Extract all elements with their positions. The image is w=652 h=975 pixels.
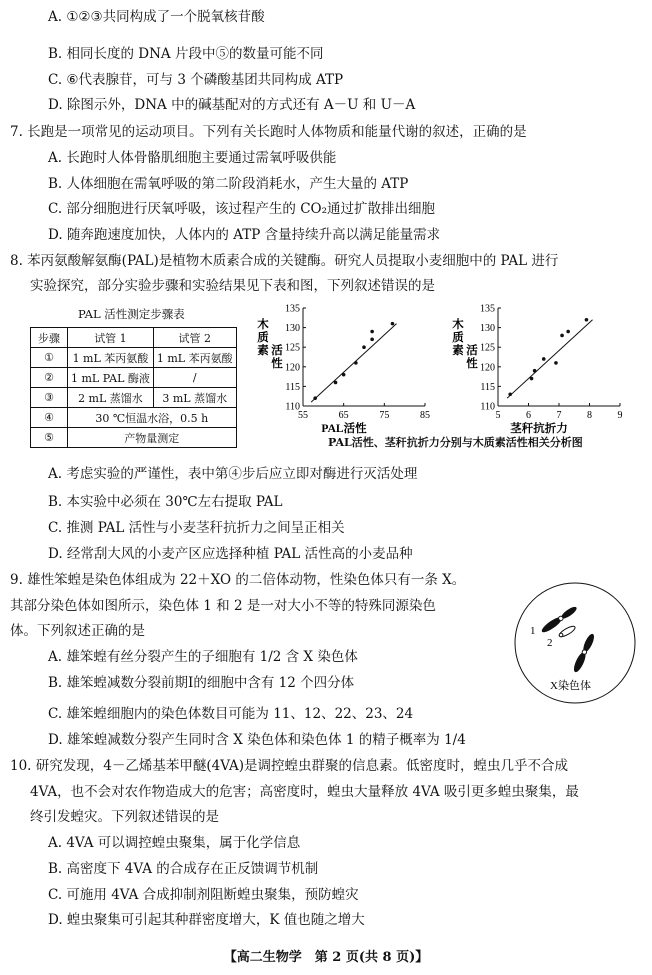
table-cell: 1 mL 苯丙氨酸 (68, 348, 154, 368)
q8-stem-line2: 实验探究，部分实验步骤和实验结果见下表和图，下列叙述错误的是 (30, 278, 435, 294)
data-point (370, 330, 374, 334)
data-point (370, 338, 374, 342)
q10-option-b: B. 高密度下 4VA 的合成存在正反馈调节机制 (48, 861, 319, 877)
q9-stem-line2: 其部分染色体如图所示，染色体 1 和 2 是一对大小不等的特殊同源染色 (10, 598, 436, 614)
table-cell: 30 ℃恒温水浴，0.5 h (68, 408, 237, 428)
data-point (362, 345, 366, 349)
q9-option-b: B. 雄笨蝗减数分裂前期Ⅰ的细胞中含有 12 个四分体 (48, 675, 355, 691)
q6-option-d: D. 除图示外，DNA 中的碱基配对的方式还有 A－U 和 U－A (48, 97, 416, 113)
data-point (530, 377, 534, 381)
table-cell: ③ (31, 388, 68, 408)
figure-caption: PAL活性、茎秆抗折力分别与木质素活性相关分析图 (328, 436, 583, 449)
x-tick-label: 75 (379, 410, 390, 421)
table-header-cell: 试管 1 (68, 328, 154, 348)
table-cell: ⑤ (31, 428, 68, 448)
data-point (508, 392, 512, 396)
x-axis-label: 茎秆抗折力 (510, 423, 568, 434)
table-header-cell: 试管 2 (153, 328, 236, 348)
page-footer: 【高二生物学 第 2 页(共 8 页)】 (223, 950, 429, 965)
table-cell: ① (31, 348, 68, 368)
y-axis-label-char: 木 (452, 319, 464, 331)
q7-option-d: D. 随奔跑速度加快，人体内的 ATP 含量持续升高以满足能量需求 (48, 227, 441, 243)
table-caption: PAL 活性测定步骤表 (78, 307, 185, 321)
data-point (334, 381, 338, 385)
y-axis-label-char: 性 (271, 358, 283, 370)
q9-stem-line1: 9. 雄性笨蝗是染色体组成为 22＋XO 的二倍体动物，性染色体只有一条 X。 (10, 572, 466, 588)
y-tick-label: 120 (285, 362, 300, 374)
y-tick-label: 125 (285, 342, 300, 354)
x-tick-label: 6 (526, 410, 531, 421)
chromosome-x (572, 632, 597, 673)
data-point (554, 361, 558, 365)
table-cell: 1 mL PAL 酶液 (68, 368, 154, 388)
q7-option-a: A. 长跑时人体骨骼肌细胞主要通过需氧呼吸供能 (48, 150, 337, 166)
q10-stem-line2: 4VA，也不会对农作物造成大的危害；高密度时，蝗虫大量释放 4VA 吸引更多蝗虫聚集，最 (30, 784, 579, 800)
chart-pal-activity (255, 300, 435, 434)
q8-option-c: C. 推测 PAL 活性与小麦茎秆抗折力之间呈正相关 (48, 520, 345, 536)
data-point (533, 369, 537, 373)
y-axis-label-char: 质 (452, 332, 464, 344)
q8-option-d: D. 经常刮大风的小麦产区应选择种植 PAL 活性高的小麦品种 (48, 546, 413, 562)
table-cell: 产物量测定 (68, 428, 237, 448)
chromosome-figure (512, 580, 638, 706)
x-tick-label: 7 (556, 410, 562, 421)
table-cell: 1 mL 苯丙氨酸 (153, 348, 236, 368)
q8-option-a: A. 考虑实验的严谨性，表中第④步后应立即对酶进行灭活处理 (48, 466, 418, 482)
y-axis-label-char: 木 (257, 319, 269, 331)
y-axis-label-char: 活 (466, 345, 478, 357)
y-tick-label: 120 (480, 362, 495, 374)
data-point (354, 361, 358, 365)
y-tick-label: 115 (285, 381, 300, 393)
q10-option-a: A. 4VA 可以调控蝗虫聚集，属于化学信息 (48, 835, 301, 851)
chart-stem-strength (450, 300, 630, 434)
y-tick-label: 135 (480, 303, 495, 315)
table-cell: 3 mL 蒸馏水 (153, 388, 236, 408)
q9-option-c: C. 雄笨蝗细胞内的染色体数目可能为 11、12、22、23、24 (48, 706, 414, 722)
q10-option-c: C. 可施用 4VA 合成抑制剂阻断蝗虫聚集，预防蝗灾 (48, 887, 359, 903)
q6-option-b: B. 相同长度的 DNA 片段中⑤的数量可能不同 (48, 46, 324, 62)
y-axis-label-char: 性 (466, 358, 478, 370)
table-cell: 2 mL 蒸馏水 (68, 388, 154, 408)
x-tick-label: 5 (495, 410, 501, 421)
x-tick-label: 55 (298, 410, 308, 421)
data-point (313, 396, 317, 400)
table-header-cell: 步骤 (31, 328, 68, 348)
q10-stem-line3: 终引发蝗灾。下列叙述错误的是 (30, 809, 219, 825)
q9-option-a: A. 雄笨蝗有丝分裂产生的子细胞有 1/2 含 X 染色体 (48, 649, 358, 665)
table-cell: / (153, 368, 236, 388)
chromosome-label-1: 1 (530, 625, 536, 637)
chromosome-2 (558, 624, 577, 638)
y-axis-label-char: 素 (452, 345, 464, 357)
q9-option-d: D. 雄笨蝗减数分裂产生同时含 X 染色体和染色体 1 的精子概率为 1/4 (48, 732, 466, 748)
data-point (542, 357, 546, 361)
chromosome-label-2: 2 (547, 637, 553, 649)
data-point (391, 322, 395, 326)
q9-stem-line3: 体。下列叙述正确的是 (10, 623, 145, 639)
data-point (585, 318, 589, 322)
q7-stem: 7. 长跑是一项常见的运动项目。下列有关长跑时人体物质和能量代谢的叙述，正确的是 (10, 124, 527, 140)
q6-option-a: A. ①②③共同构成了一个脱氧核苷酸 (48, 9, 265, 25)
data-point (560, 334, 564, 338)
y-axis-label-char: 素 (257, 345, 269, 357)
y-axis-label-char: 质 (257, 332, 269, 344)
q8-option-b: B. 本实验中必须在 30℃左右提取 PAL (48, 494, 283, 510)
y-tick-label: 130 (480, 323, 495, 335)
trend-line (507, 320, 592, 398)
y-tick-label: 130 (285, 323, 300, 335)
q7-option-c: C. 部分细胞进行厌氧呼吸，该过程产生的 CO₂通过扩散排出细胞 (48, 201, 436, 217)
x-tick-label: 9 (617, 410, 623, 421)
table-cell: ④ (31, 408, 68, 428)
y-tick-label: 115 (480, 381, 495, 393)
q10-stem-line1: 10. 研究发现，4－乙烯基苯甲醚(4VA)是调控蝗虫群聚的信息素。低密度时，蝗虫几乎不合成 (10, 758, 569, 774)
y-tick-label: 125 (480, 342, 495, 354)
chromosome-label-x: X染色体 (550, 680, 591, 692)
x-tick-label: 8 (587, 410, 592, 421)
x-tick-label: 65 (338, 410, 349, 421)
x-axis-label: PAL活性 (321, 423, 367, 434)
x-tick-label: 85 (420, 410, 430, 421)
q7-option-b: B. 人体细胞在需氧呼吸的第二阶段消耗水，产生大量的 ATP (48, 176, 409, 192)
data-point (566, 330, 570, 334)
q6-option-c: C. ⑥代表腺苷，可与 3 个磷酸基团共同构成 ATP (48, 72, 344, 88)
y-axis-label-char: 活 (271, 345, 283, 357)
data-point (342, 373, 346, 377)
y-tick-label: 110 (480, 401, 495, 413)
trend-line (311, 324, 396, 402)
q8-stem-line1: 8. 苯丙氨酸解氨酶(PAL)是植物木质素合成的关键酶。研究人员提取小麦细胞中的 PAL 进行 (10, 253, 559, 269)
y-tick-label: 110 (285, 401, 300, 413)
pal-steps-table (30, 327, 237, 448)
table-cell: ② (31, 368, 68, 388)
y-tick-label: 135 (285, 303, 300, 315)
q10-option-d: D. 蝗虫聚集可引起其种群密度增大，K 值也随之增大 (48, 912, 365, 928)
